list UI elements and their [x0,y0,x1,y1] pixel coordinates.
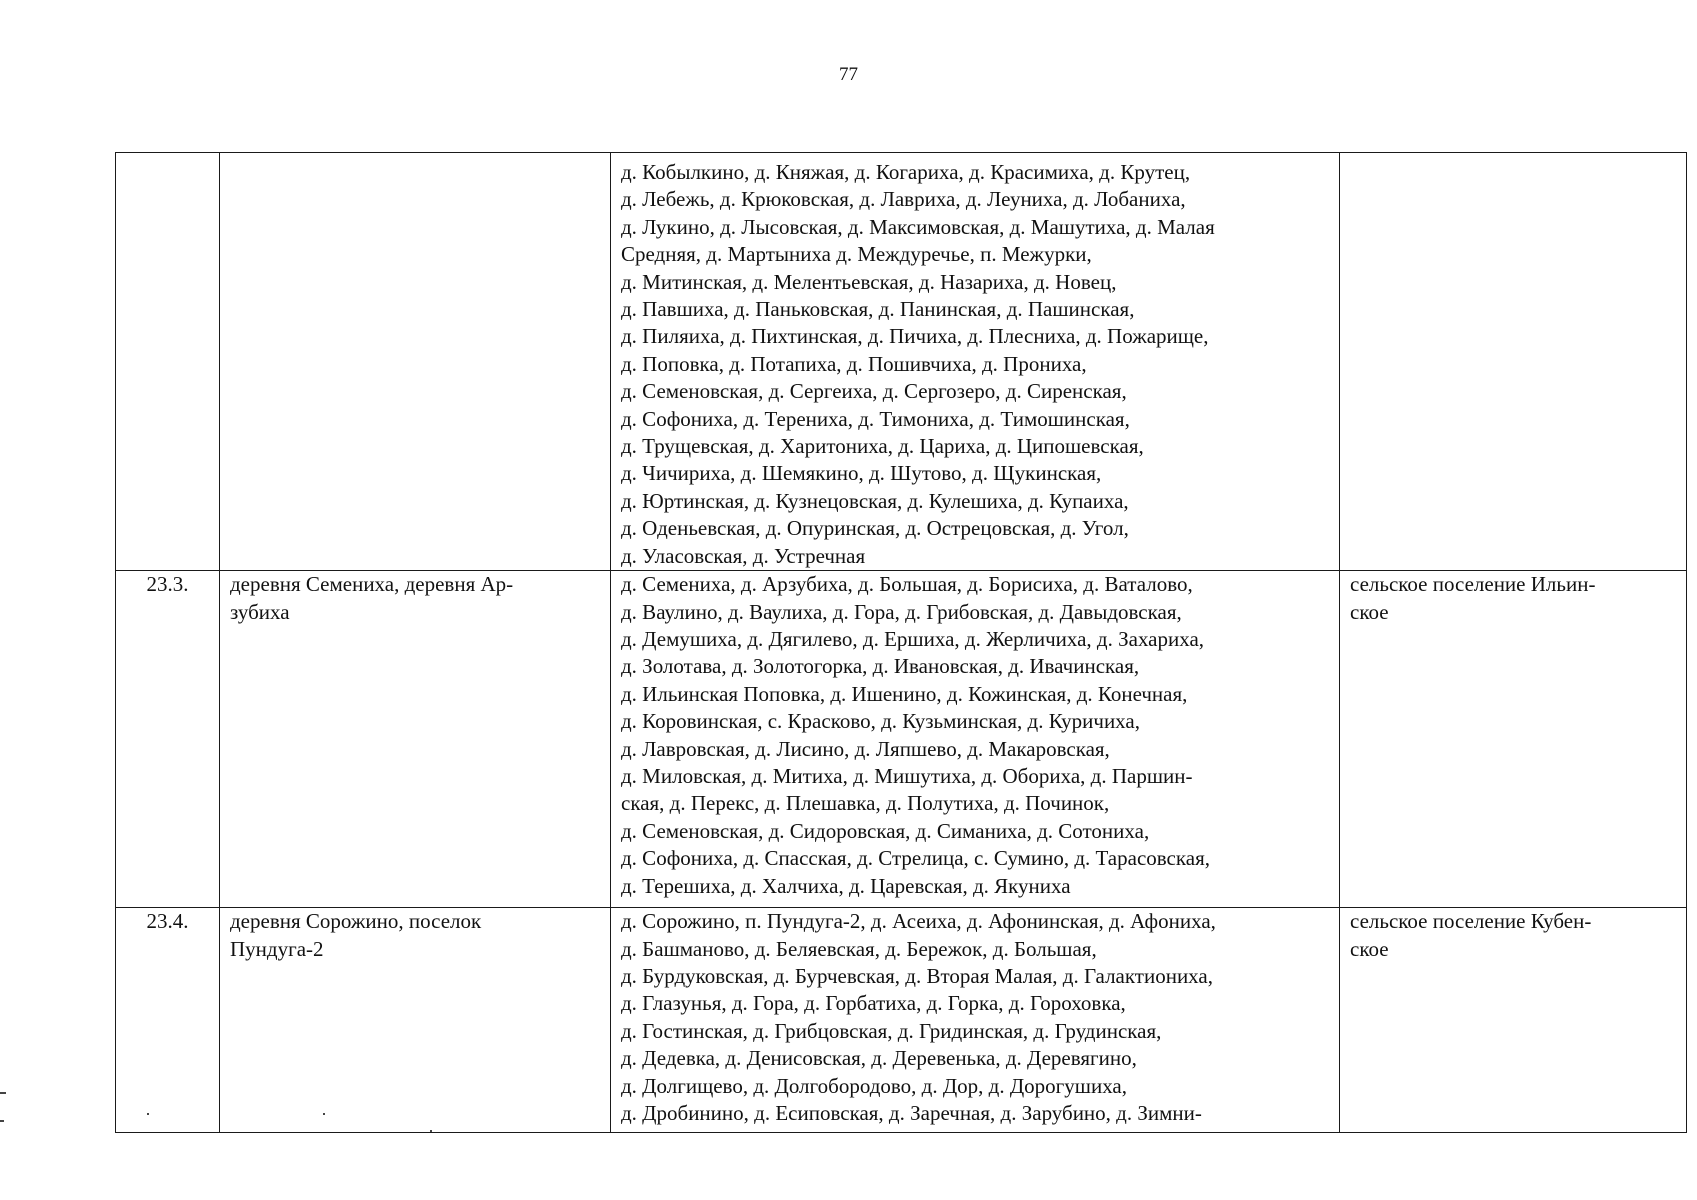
settlements-table [115,152,1687,1133]
center-name: деревня Сорожино, поселок Пундуга-2 [230,909,482,961]
center-name-cell [220,571,611,908]
localities-line: д. Ильинская Поповка, д. Ишенино, д. Кожинская, д. Конечная, [621,681,1188,706]
row-number-cell [116,571,220,908]
localities-line: д. Гостинская, д. Грибцовская, д. Гридинская, д. Грудинская, [621,1018,1162,1043]
center-name-cell [220,153,611,571]
localities-line: д. Коровинская, с. Красково, д. Кузьминская, д. Куричиха, [621,709,1140,734]
localities-line: д. Дробинино, д. Есиповская, д. Заречная, д. Зарубино, д. Зимни- [621,1100,1202,1125]
table-row [116,571,1687,908]
localities-list-cell [611,908,1340,1133]
localities-line: д. Семеновская, д. Сергеиха, д. Сергозеро, д. Сиренская, [621,379,1127,404]
localities-line: д. Софониха, д. Спасская, д. Стрелица, с. Сумино, д. Тарасовская, [621,846,1210,871]
localities-line: д. Дедевка, д. Денисовская, д. Деревенька, д. Деревягино, [621,1046,1137,1071]
localities-line: Средняя, д. Мартыниха д. Междуречье, п. Межурки, [621,242,1092,267]
localities-line: д. Семеновская, д. Сидоровская, д. Симаниха, д. Сотониха, [621,818,1150,843]
localities-line: д. Митинская, д. Мелентьевская, д. Назариха, д. Новец, [621,269,1117,294]
localities-line: д. Юртинская, д. Кузнецовская, д. Кулешиха, д. Купаиха, [621,488,1129,513]
localities-line: д. Софониха, д. Терениха, д. Тимониха, д. Тимошинская, [621,406,1130,431]
localities-line: д. Кобылкино, д. Княжая, д. Когариха, д. Красимиха, д. Крутец, [621,160,1191,184]
localities-list-cell [611,571,1340,908]
scan-artifact [0,1092,6,1094]
settlement-cell [1340,908,1687,1133]
settlement-cell [1340,153,1687,571]
center-name: деревня Семениха, деревня Ар- зубиха [230,572,514,624]
localities-line: д. Миловская, д. Митиха, д. Мишутиха, д. Обориха, д. Паршин- [621,763,1193,788]
localities-line: д. Глазунья, д. Гора, д. Горбатиха, д. Горка, д. Гороховка, [621,991,1126,1016]
table-row [116,153,1687,571]
localities-line: д. Золотава, д. Золотогорка, д. Ивановская, д. Ивачинская, [621,654,1140,679]
localities-line: д. Чичириха, д. Шемякино, д. Шутово, д. Щукинская, [621,461,1102,486]
scan-artifact [0,1120,4,1122]
settlement-cell [1340,571,1687,908]
localities-line: д. Поповка, д. Потапиха, д. Пошивчиха, д. Прониха, [621,351,1087,376]
scan-artifact [147,1113,149,1115]
localities-line: д. Трущевская, д. Харитониха, д. Цариха, д. Ципошевская, [621,434,1144,459]
localities-line: д. Ваулино, д. Ваулиха, д. Гора, д. Грибовская, д. Давыдовская, [621,599,1182,624]
localities-line: д. Сорожино, п. Пундуга-2, д. Асеиха, д. Афонинская, д. Афониха, [621,909,1216,934]
localities-line: д. Лебежь, д. Крюковская, д. Лавриха, д. Леуниха, д. Лобаниха, [621,187,1186,212]
localities-line: ская, д. Перекс, д. Плешавка, д. Полутиха, д. Починок, [621,791,1110,816]
localities-line: д. Бурдуковская, д. Бурчевская, д. Вторая Малая, д. Галактиониха, [621,963,1213,988]
settlement-name: сельское поселение Кубен- ское [1350,909,1592,961]
localities-line: д. Оденьевская, д. Опуринская, д. Острецовская, д. Угол, [621,516,1129,541]
settlement-name: сельское поселение Ильин- ское [1350,572,1596,624]
table-row [116,908,1687,1133]
localities-line: д. Семениха, д. Арзубиха, д. Большая, д. Борисиха, д. Ваталово, [621,572,1193,597]
row-number-cell [116,153,220,571]
localities-line: д. Лукино, д. Лысовская, д. Максимовская, д. Машутиха, д. Малая [621,214,1215,239]
localities-line: д. Башманово, д. Беляевская, д. Бережок, д. Большая, [621,936,1097,961]
scan-artifact [323,1113,325,1115]
row-number: 23.4. [146,909,189,934]
localities-line: д. Павшиха, д. Паньковская, д. Панинская, д. Пашинская, [621,297,1135,322]
localities-line: д. Долгищево, д. Долгобородово, д. Дор, д. Дорогушиха, [621,1073,1127,1098]
localities-list-cell [611,153,1340,571]
localities-line: д. Демушиха, д. Дягилево, д. Ершиха, д. Жерличиха, д. Захариха, [621,626,1205,651]
localities-line: д. Лавровская, д. Лисино, д. Ляпшево, д. Макаровская, [621,736,1110,761]
row-number: 23.3. [146,572,189,597]
localities-line: д. Пиляиха, д. Пихтинская, д. Пичиха, д. Плесниха, д. Пожарище, [621,324,1209,349]
localities-line: д. Уласовская, д. Устречная [621,543,866,568]
localities-line: д. Терешиха, д. Халчиха, д. Царевская, д. Якуниха [621,873,1071,898]
scan-artifact [430,1130,432,1132]
center-name-cell [220,908,611,1133]
page-number: 77 [839,64,858,85]
row-number-cell [116,908,220,1133]
